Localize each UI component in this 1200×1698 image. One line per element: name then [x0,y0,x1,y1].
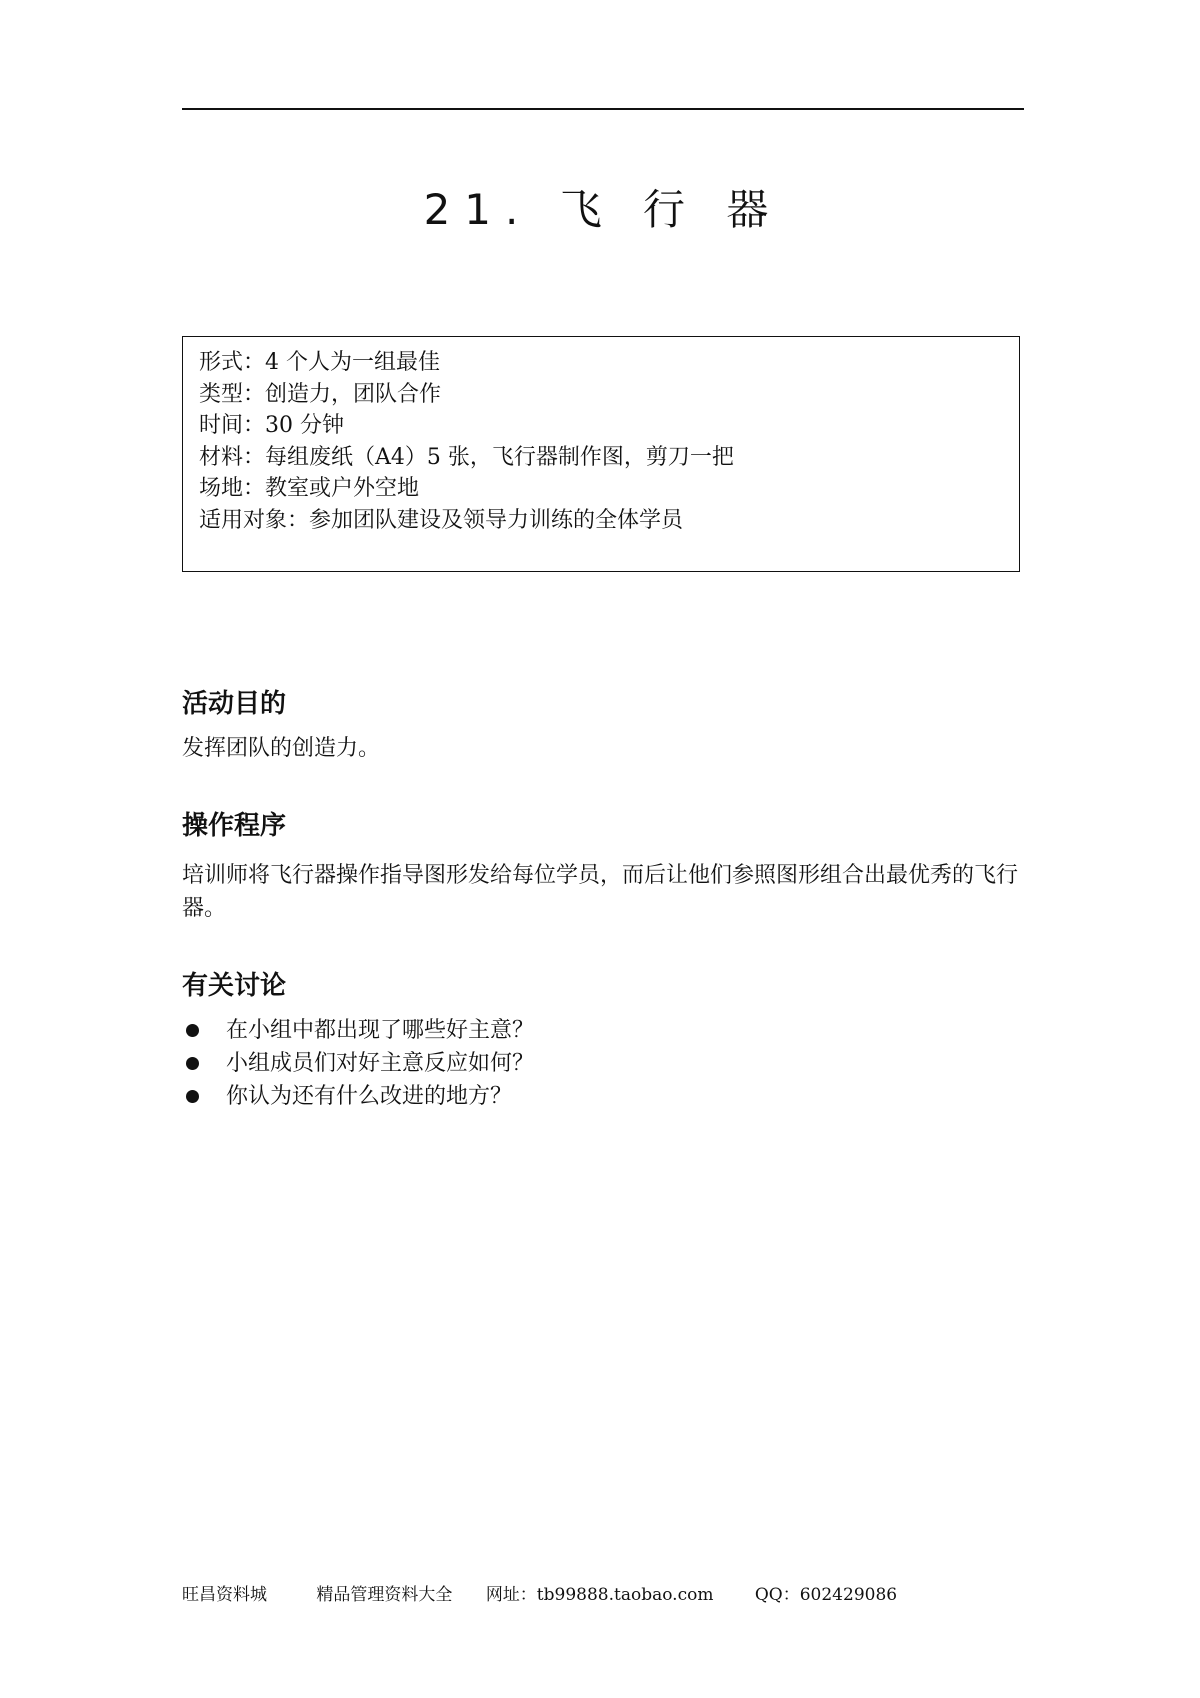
discussion-item-text: 小组成员们对好主意反应如何？ [226,1051,535,1076]
discussion-heading: 有关讨论 [182,971,287,1001]
info-type: 类型：创造力，团队合作 [199,381,442,407]
footer-url[interactable]: 网址：tb99888.taobao.com [485,1585,714,1605]
footer-shop-name: 旺昌资料城 [182,1585,267,1605]
info-time: 时间：30 分钟 [199,413,344,438]
discussion-item-text: 在小组中都出现了哪些好主意？ [226,1018,535,1043]
procedure-text: 培训师将飞行器操作指导图形发给每位学员，而后让他们参照图形组合出最优秀的飞行器。 [182,863,1019,921]
purpose-heading: 活动目的 [182,689,287,719]
list-item [182,1047,1024,1080]
bullet-icon [186,1057,199,1070]
purpose-text: 发挥团队的创造力。 [182,736,381,761]
procedure-heading: 操作程序 [182,811,287,841]
list-item [182,1014,1024,1047]
bullet-icon [186,1090,199,1103]
footer-qq: QQ：602429086 [754,1585,898,1605]
info-venue: 场地：教室或户外空地 [199,476,420,501]
header-rule [182,108,1024,110]
info-audience: 适用对象：参加团队建设及领导力训练的全体学员 [199,507,684,533]
discussion-item-text: 你认为还有什么改进的地方？ [226,1084,513,1109]
info-format: 形式：4 个人为一组最佳 [199,350,440,375]
bullet-icon [186,1024,199,1037]
list-item [182,1080,1024,1113]
page-footer [182,1583,897,1607]
page-title: 21. 飞 行 器 [423,185,783,234]
activity-info-box [182,336,1020,572]
info-materials: 材料：每组废纸（A4）5 张，飞行器制作图，剪刀一把 [199,444,734,470]
discussion-list [182,1014,1024,1113]
footer-slogan: 精品管理资料大全 [316,1585,453,1605]
